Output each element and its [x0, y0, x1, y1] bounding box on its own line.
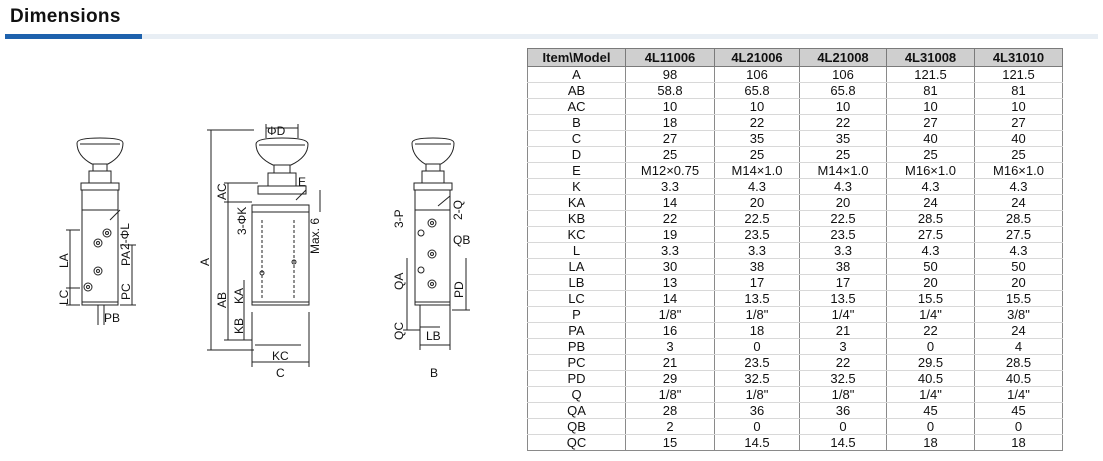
table-row: [528, 147, 1063, 163]
value-cell: 4.3: [800, 179, 887, 195]
value-cell: 30: [626, 259, 715, 275]
value-cell: 3.3: [626, 243, 715, 259]
value-cell: 19: [626, 227, 715, 243]
value-cell: 21: [626, 355, 715, 371]
label-phi-d: ΦD: [267, 124, 286, 138]
label-kb: KB: [232, 317, 246, 334]
item-cell: PB: [528, 339, 626, 355]
value-cell: 16: [626, 323, 715, 339]
table-row: [528, 291, 1063, 307]
value-cell: 0: [715, 339, 800, 355]
value-cell: 25: [626, 147, 715, 163]
value-cell: 25: [975, 147, 1063, 163]
value-cell: 24: [887, 195, 975, 211]
value-cell: 14: [626, 195, 715, 211]
item-cell: A: [528, 67, 626, 83]
label-pd: PD: [452, 281, 466, 298]
value-cell: 40: [887, 131, 975, 147]
value-cell: 18: [975, 435, 1063, 451]
page-title: Dimensions: [10, 6, 121, 27]
value-cell: M16×1.0: [975, 163, 1063, 179]
table-row: [528, 243, 1063, 259]
item-cell: AB: [528, 83, 626, 99]
label-e: E: [298, 175, 307, 189]
item-cell: D: [528, 147, 626, 163]
label-qa: QA: [392, 272, 406, 290]
table-row: [528, 323, 1063, 339]
label-la: LA: [57, 253, 71, 268]
dimension-drawings: [0, 40, 520, 461]
value-cell: 58.8: [626, 83, 715, 99]
value-cell: 3/8": [975, 307, 1063, 323]
column-header: 4L21006: [715, 49, 800, 67]
label-c: C: [276, 366, 285, 380]
label-ab: AB: [215, 291, 229, 308]
value-cell: 22: [887, 323, 975, 339]
value-cell: 0: [975, 419, 1063, 435]
value-cell: 0: [887, 339, 975, 355]
table-row: [528, 195, 1063, 211]
value-cell: 22.5: [800, 211, 887, 227]
value-cell: 40: [975, 131, 1063, 147]
item-cell: K: [528, 179, 626, 195]
label-max6: Max. 6: [308, 217, 322, 254]
value-cell: 18: [887, 435, 975, 451]
value-cell: 28.5: [975, 355, 1063, 371]
label-qc: QC: [392, 322, 406, 340]
value-cell: 98: [626, 67, 715, 83]
label-kc: KC: [272, 349, 289, 363]
item-cell: LC: [528, 291, 626, 307]
value-cell: 20: [887, 275, 975, 291]
table-row: [528, 179, 1063, 195]
table-row: [528, 259, 1063, 275]
value-cell: 10: [715, 99, 800, 115]
value-cell: 21: [800, 323, 887, 339]
item-cell: Q: [528, 387, 626, 403]
value-cell: 29.5: [887, 355, 975, 371]
table-header-row: [528, 49, 1063, 67]
value-cell: 14.5: [715, 435, 800, 451]
item-cell: KC: [528, 227, 626, 243]
label-pc: PC: [119, 283, 133, 300]
value-cell: 3: [626, 339, 715, 355]
label-pa: PA: [119, 250, 133, 266]
value-cell: 28.5: [975, 211, 1063, 227]
value-cell: M14×1.0: [715, 163, 800, 179]
value-cell: 3.3: [626, 179, 715, 195]
value-cell: 28: [626, 403, 715, 419]
value-cell: 22: [626, 211, 715, 227]
value-cell: 2: [626, 419, 715, 435]
column-header: 4L31008: [887, 49, 975, 67]
value-cell: 4.3: [887, 179, 975, 195]
column-header: 4L31010: [975, 49, 1063, 67]
value-cell: 10: [975, 99, 1063, 115]
value-cell: 38: [800, 259, 887, 275]
value-cell: 40.5: [887, 371, 975, 387]
value-cell: 1/8": [626, 307, 715, 323]
title-underline: [5, 34, 1098, 39]
value-cell: 1/8": [715, 307, 800, 323]
table-row: [528, 83, 1063, 99]
value-cell: 121.5: [887, 67, 975, 83]
item-cell: P: [528, 307, 626, 323]
table-row: [528, 339, 1063, 355]
table-row: [528, 307, 1063, 323]
value-cell: 23.5: [715, 355, 800, 371]
value-cell: 4.3: [887, 243, 975, 259]
value-cell: 24: [975, 195, 1063, 211]
item-cell: PA: [528, 323, 626, 339]
table-row: [528, 355, 1063, 371]
value-cell: 35: [715, 131, 800, 147]
item-cell: AC: [528, 99, 626, 115]
value-cell: 22: [800, 115, 887, 131]
value-cell: 27: [887, 115, 975, 131]
value-cell: 20: [975, 275, 1063, 291]
value-cell: 65.8: [800, 83, 887, 99]
value-cell: 13: [626, 275, 715, 291]
value-cell: 22: [715, 115, 800, 131]
value-cell: 0: [800, 419, 887, 435]
value-cell: 28.5: [887, 211, 975, 227]
value-cell: 18: [715, 323, 800, 339]
value-cell: 3.3: [715, 243, 800, 259]
value-cell: 4.3: [975, 243, 1063, 259]
value-cell: 106: [800, 67, 887, 83]
value-cell: 65.8: [715, 83, 800, 99]
label-phi-k: 3-ΦK: [235, 206, 249, 235]
value-cell: 10: [887, 99, 975, 115]
value-cell: 40.5: [975, 371, 1063, 387]
value-cell: 15: [626, 435, 715, 451]
label-qb: QB: [453, 233, 471, 247]
value-cell: M12×0.75: [626, 163, 715, 179]
value-cell: 25: [715, 147, 800, 163]
label-b: B: [430, 366, 439, 380]
label-phi-l: 2-ΦL: [118, 223, 132, 250]
table-row: [528, 99, 1063, 115]
item-cell: PC: [528, 355, 626, 371]
value-cell: 22.5: [715, 211, 800, 227]
value-cell: 1/8": [715, 387, 800, 403]
value-cell: 15.5: [975, 291, 1063, 307]
value-cell: 13.5: [715, 291, 800, 307]
value-cell: M16×1.0: [887, 163, 975, 179]
value-cell: 4.3: [975, 179, 1063, 195]
value-cell: 15.5: [887, 291, 975, 307]
value-cell: 20: [715, 195, 800, 211]
label-2q: 2-Q: [451, 199, 465, 220]
label-pb: PB: [104, 311, 121, 325]
value-cell: 25: [887, 147, 975, 163]
item-cell: E: [528, 163, 626, 179]
value-cell: 81: [975, 83, 1063, 99]
value-cell: 13.5: [800, 291, 887, 307]
table-row: [528, 419, 1063, 435]
value-cell: 29: [626, 371, 715, 387]
value-cell: 27.5: [975, 227, 1063, 243]
value-cell: 27: [626, 131, 715, 147]
item-cell: QC: [528, 435, 626, 451]
value-cell: 121.5: [975, 67, 1063, 83]
value-cell: 23.5: [715, 227, 800, 243]
value-cell: 81: [887, 83, 975, 99]
value-cell: 1/4": [975, 387, 1063, 403]
value-cell: 36: [715, 403, 800, 419]
label-ac: AC: [215, 183, 229, 200]
value-cell: 38: [715, 259, 800, 275]
value-cell: 10: [626, 99, 715, 115]
value-cell: 0: [887, 419, 975, 435]
item-cell: LB: [528, 275, 626, 291]
value-cell: 27.5: [887, 227, 975, 243]
value-cell: 1/4": [800, 307, 887, 323]
value-cell: 20: [800, 195, 887, 211]
value-cell: 1/4": [887, 307, 975, 323]
item-cell: L: [528, 243, 626, 259]
table-row: [528, 387, 1063, 403]
value-cell: 22: [800, 355, 887, 371]
value-cell: 4.3: [715, 179, 800, 195]
table-row: [528, 371, 1063, 387]
label-a: A: [198, 257, 212, 266]
value-cell: 17: [715, 275, 800, 291]
label-ka: KA: [232, 287, 246, 304]
front-view: [207, 124, 320, 367]
value-cell: M14×1.0: [800, 163, 887, 179]
value-cell: 45: [887, 403, 975, 419]
item-cell: PD: [528, 371, 626, 387]
value-cell: 17: [800, 275, 887, 291]
value-cell: 35: [800, 131, 887, 147]
label-lb: LB: [426, 329, 441, 343]
value-cell: 23.5: [800, 227, 887, 243]
value-cell: 1/8": [800, 387, 887, 403]
value-cell: 1/4": [887, 387, 975, 403]
table-row: [528, 227, 1063, 243]
value-cell: 27: [975, 115, 1063, 131]
label-lc: LC: [57, 289, 71, 305]
value-cell: 32.5: [715, 371, 800, 387]
value-cell: 1/8": [626, 387, 715, 403]
item-cell: B: [528, 115, 626, 131]
value-cell: 14.5: [800, 435, 887, 451]
value-cell: 24: [975, 323, 1063, 339]
value-cell: 36: [800, 403, 887, 419]
table-row: [528, 435, 1063, 451]
item-cell: KA: [528, 195, 626, 211]
table-row: [528, 115, 1063, 131]
value-cell: 18: [626, 115, 715, 131]
value-cell: 4: [975, 339, 1063, 355]
label-3p: 3-P: [392, 209, 406, 228]
title-underline-accent: [5, 34, 142, 39]
item-cell: QA: [528, 403, 626, 419]
value-cell: 10: [800, 99, 887, 115]
value-cell: 50: [887, 259, 975, 275]
item-cell: C: [528, 131, 626, 147]
table-row: [528, 211, 1063, 227]
value-cell: 50: [975, 259, 1063, 275]
table-row: [528, 275, 1063, 291]
value-cell: 3.3: [800, 243, 887, 259]
table-row: [528, 131, 1063, 147]
dimensions-table: [527, 48, 1063, 451]
column-header: Item\Model: [528, 49, 626, 67]
column-header: 4L21008: [800, 49, 887, 67]
item-cell: QB: [528, 419, 626, 435]
value-cell: 45: [975, 403, 1063, 419]
value-cell: 0: [715, 419, 800, 435]
item-cell: KB: [528, 211, 626, 227]
value-cell: 25: [800, 147, 887, 163]
column-header: 4L11006: [626, 49, 715, 67]
item-cell: LA: [528, 259, 626, 275]
table-row: [528, 67, 1063, 83]
value-cell: 106: [715, 67, 800, 83]
value-cell: 3: [800, 339, 887, 355]
table-row: [528, 403, 1063, 419]
value-cell: 14: [626, 291, 715, 307]
table-row: [528, 163, 1063, 179]
value-cell: 32.5: [800, 371, 887, 387]
table-body: [528, 67, 1063, 451]
